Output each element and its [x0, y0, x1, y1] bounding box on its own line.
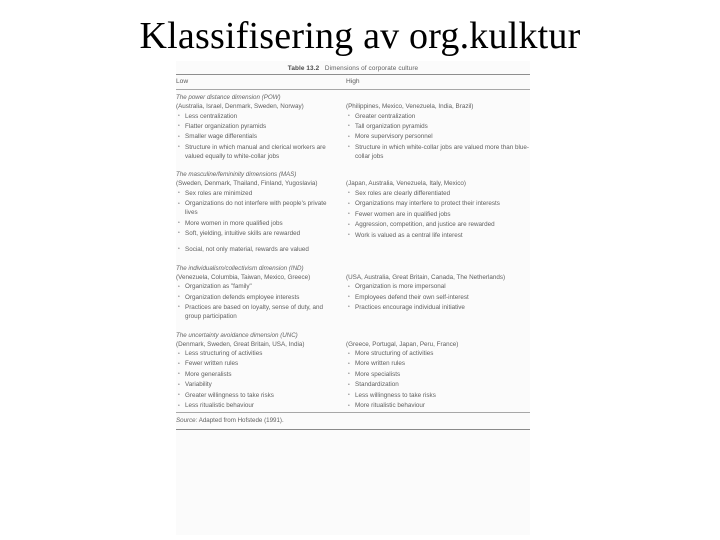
bullet-list-low: [176, 350, 340, 411]
section-low-cell: [176, 93, 346, 163]
list-item: • Fewer written rules: [176, 360, 340, 369]
list-item: • More women in more qualified jobs: [176, 220, 340, 229]
country-list-low: (Sweden, Denmark, Thailand, Finland, Yugoslavia): [176, 180, 318, 188]
dimension-heading-spacer: [346, 331, 530, 340]
list-item: • Less ritualistic behaviour: [176, 402, 340, 411]
table-source-note: [176, 413, 530, 425]
list-item: • Tall organization pyramids: [346, 123, 530, 132]
country-list-low: (Denmark, Sweden, Great Britain, USA, India): [176, 340, 305, 348]
table-column-headers: [176, 75, 530, 89]
list-item: • More ritualistic behaviour: [346, 402, 530, 411]
page-title: Klassifisering av org.kulktur: [139, 15, 581, 57]
source-label: Source:: [176, 417, 198, 425]
section-low-cell: [176, 264, 346, 323]
list-item: • Standardization: [346, 381, 530, 390]
list-item: • Greater willingness to take risks: [176, 392, 340, 401]
bullet-list-high: [346, 283, 530, 313]
table-caption: [176, 61, 530, 74]
dimension-heading: The uncertainty avoidance dimension (UNC): [176, 331, 298, 339]
list-item: • Smaller wage differentials: [176, 133, 340, 142]
list-item: • More supervisory personnel: [346, 133, 530, 142]
dimension-heading-spacer: [346, 170, 530, 179]
table-section-masculinity-femininity: [176, 167, 530, 260]
list-item: • Organizations do not interfere with people's private lives: [176, 200, 340, 218]
list-item: • Greater centralization: [346, 113, 530, 122]
table-caption-number: Table 13.2: [287, 65, 320, 72]
section-low-cell: [176, 170, 346, 256]
list-item: • Practices are based on loyalty, sense of duty, and group participation: [176, 304, 340, 322]
column-header-high: High: [346, 77, 360, 85]
list-item: • Sex roles are clearly differentiated: [346, 190, 530, 199]
list-item: • Work is valued as a central life interest: [346, 232, 530, 241]
list-item: • More specialists: [346, 371, 530, 380]
country-list-high: (Philippines, Mexico, Venezuela, India, Brazil): [346, 103, 474, 111]
country-list-low: (Australia, Israel, Denmark, Sweden, Norway): [176, 103, 304, 111]
list-item: • Aggression, competition, and justice are rewarded: [346, 221, 530, 230]
list-item: • Practices encourage individual initiative: [346, 304, 530, 313]
country-list-high: (USA, Australia, Great Britain, Canada, The Netherlands): [346, 273, 506, 281]
bullet-list-low: [176, 190, 340, 255]
list-item: • Social, not only material, rewards are valued: [176, 246, 340, 255]
bullet-list-low: [176, 283, 340, 321]
corporate-culture-table-figure: [176, 61, 530, 535]
table-caption-text: Dimensions of corporate culture: [324, 65, 419, 72]
table-section-uncertainty-avoidance: [176, 327, 530, 412]
dimension-heading: The power distance dimension (POW): [176, 94, 281, 102]
table-section-power-distance: [176, 90, 530, 167]
list-item: • Less centralization: [176, 113, 340, 122]
list-item: • Organization defends employee interests: [176, 294, 340, 303]
list-item: • Structure in which white-collar jobs are valued more than blue-collar jobs: [346, 144, 530, 162]
column-header-low: Low: [176, 77, 189, 85]
list-item: • Less willingness to take risks: [346, 392, 530, 401]
country-list-high: (Japan, Australia, Venezuela, Italy, Mexico): [346, 180, 466, 188]
bullet-list-low: [176, 113, 340, 162]
bullet-list-high: [346, 190, 530, 240]
list-item: • Sex roles are minimized: [176, 190, 340, 199]
dimension-heading: The individualism/collectivism dimension (IND): [176, 264, 304, 272]
dimension-heading-spacer: [346, 93, 530, 102]
country-list-low: (Venezuela, Columbia, Taiwan, Mexico, Greece): [176, 273, 311, 281]
section-high-cell: [346, 170, 530, 256]
list-item: • Less structuring of activities: [176, 350, 340, 359]
list-item: • Organization as "family": [176, 283, 340, 292]
list-item: • Organizations may interfere to protect their interests: [346, 200, 530, 209]
list-item: • More written rules: [346, 360, 530, 369]
list-item: • Organization is more impersonal: [346, 283, 530, 292]
source-text: Adapted from Hofstede (1991).: [198, 417, 284, 425]
bullet-list-high: [346, 113, 530, 162]
table-section-individualism-collectivism: [176, 260, 530, 327]
list-item: • More generalists: [176, 371, 340, 380]
table-bottom-rule: [176, 429, 530, 430]
country-list-high: (Greece, Portugal, Japan, Peru, France): [346, 340, 459, 348]
section-low-cell: [176, 331, 346, 413]
list-item: • Structure in which manual and clerical workers are valued equally to white-collar jobs: [176, 144, 340, 162]
section-high-cell: [346, 331, 530, 413]
list-item: • More structuring of activities: [346, 350, 530, 359]
list-item: • Employees defend their own self-interest: [346, 294, 530, 303]
section-high-cell: [346, 264, 530, 323]
list-item: • Variability: [176, 381, 340, 390]
list-item: • Fewer women are in qualified jobs: [346, 211, 530, 220]
section-high-cell: [346, 93, 530, 163]
bullet-list-high: [346, 350, 530, 411]
dimension-heading-spacer: [346, 264, 530, 273]
dimension-heading: The masculine/femininity dimensions (MAS): [176, 171, 297, 179]
list-item: • Soft, yielding, intuitive skills are rewarded: [176, 230, 340, 239]
list-item: • Flatter organization pyramids: [176, 123, 340, 132]
